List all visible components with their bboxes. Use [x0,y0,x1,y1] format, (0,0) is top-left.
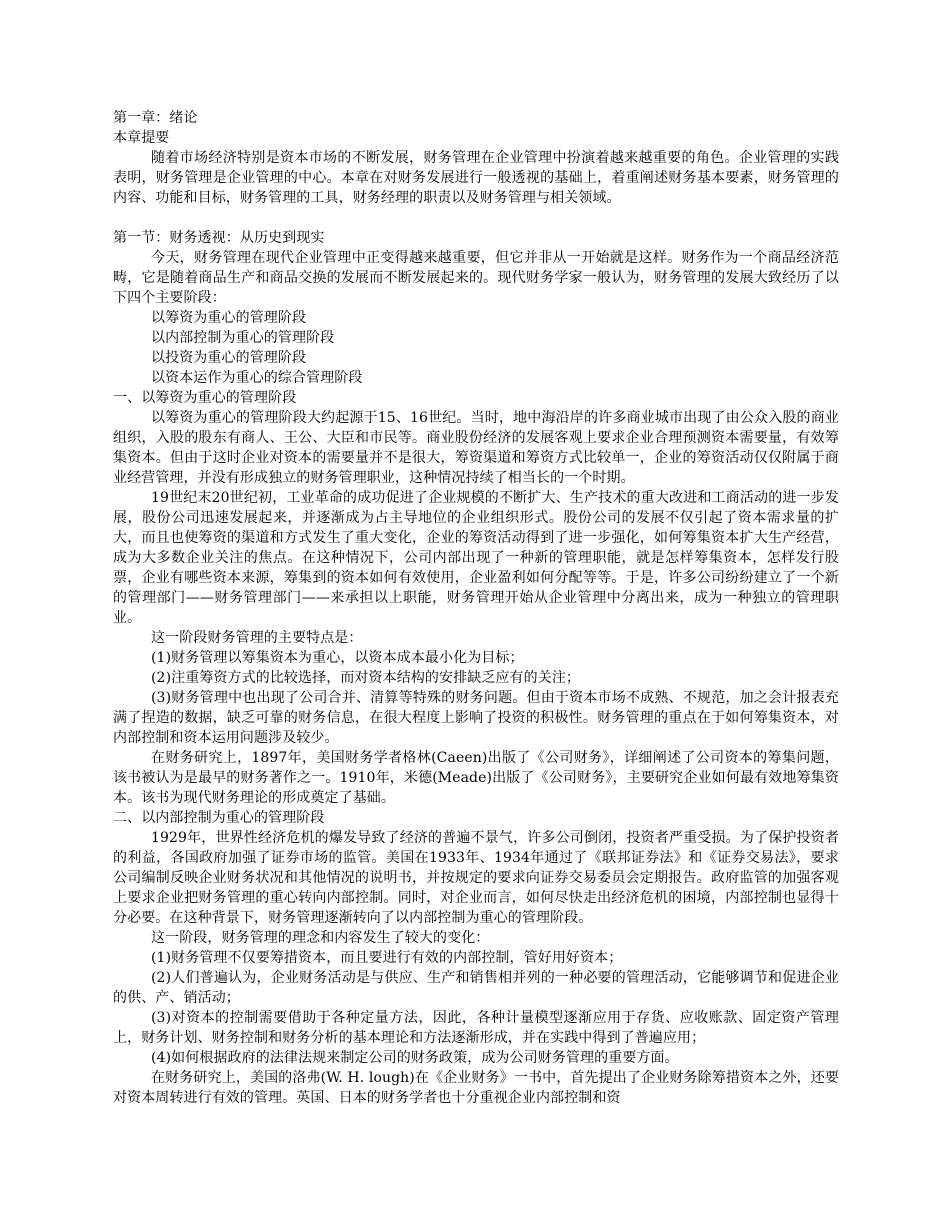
chapter-title: 第一章：绪论 [113,110,198,126]
summary-paragraph: 随着市场经济特别是资本市场的不断发展，财务管理在企业管理中扮演着越来越重要的角色。企业管理的实践表明，财务管理是企业管理的中心。本章在对财务发展进行一般透视的基础上，着重阐述财务基本要素，财务管理的内容、功能和目标，财务管理的工具，财务经理的职责以及财务管理与相关领域。 [113,150,839,206]
section-title: 第一节：财务透视：从历史到现实 [113,230,325,246]
document-page [113,108,839,1108]
body-paragraph: 1929年，世界性经济危机的爆发导致了经济的普遍不景气，许多公司倒闭，投资者严重受损。为了保护投资者的利益，各国政府加强了证券市场的监管。美国在1933年、1934年通过了《联邦证券法》和《证券交易法》，要求公司编制反映企业财务状况和其他情况的说明书，并按规定的要求向证券交易委员会定期报告。政府监管的加强客观上要求企业把财务管理的重心转向内部控制。同时，对企业而言，如何尽快走出经济危机的困境，内部控制也显得十分必要。在这种背景下，财务管理逐渐转向了以内部控制为重心的管理阶段。 [113,830,839,926]
subsection-title: 一、以筹资为重心的管理阶段 [113,390,297,406]
research-paragraph: 在财务研究上，1897年，美国财务学者格林(Caeen)出版了《公司财务》，详细阐述了公司资本的筹集问题，该书被认为是最早的财务著作之一。1910年，米德(Meade)出版了《公司财务》，主要研究企业如何最有效地筹集资本。该书为现代财务理论的形成奠定了基础。 [113,750,839,806]
summary-heading: 本章提要 [113,130,170,146]
change-item: (1)财务管理不仅要筹措资本，而且要进行有效的内部控制，管好用好资本； [151,950,623,966]
stage-item: 以筹资为重心的管理阶段 [151,310,307,326]
subsection-title: 二、以内部控制为重心的管理阶段 [113,810,325,826]
research-paragraph: 在财务研究上，美国的洛弗(W. H. lough)在《企业财务》一书中，首先提出了企业财务除筹措资本之外，还要对资本周转进行有效的管理。英国、日本的财务学者也十分重视企业内部控制和资 [113,1070,839,1106]
stage-item: 以资本运作为重心的综合管理阶段 [151,370,363,386]
feature-item: (1)财务管理以筹集资本为重心，以资本成本最小化为目标； [151,650,524,666]
body-paragraph: 以筹资为重心的管理阶段大约起源于15、16世纪。当时，地中海沿岸的许多商业城市出现了由公众入股的商业组织，入股的股东有商人、王公、大臣和市民等。商业股份经济的发展客观上要求企业合理预测资本需要量，有效筹集资本。但由于这时企业对资本的需要量并不是很大，筹资渠道和筹资方式比较单一，企业的筹资活动仅仅附属于商业经营管理，并没有形成独立的财务管理职业，这种情况持续了相当长的一个时期。 [113,410,839,486]
changes-intro: 这一阶段，财务管理的理念和内容发生了较大的变化： [151,930,490,946]
change-item: (3)对资本的控制需要借助于各种定量方法，因此，各种计量模型逐渐应用于存货、应收账款、固定资产管理上，财务计划、财务控制和财务分析的基本理论和方法逐渐形成，并在实践中得到了普遍应用； [113,1010,839,1046]
feature-item: (3)财务管理中也出现了公司合并、清算等特殊的财务问题。但由于资本市场不成熟、不规范，加之会计报表充满了捏造的数据，缺乏可靠的财务信息，在很大程度上影响了投资的积极性。财务管理的重点在于如何筹集资本，对内部控制和资本运用问题涉及较少。 [113,690,839,746]
stage-item: 以投资为重心的管理阶段 [151,350,307,366]
change-item: (4)如何根据政府的法律法规来制定公司的财务政策，成为公司财务管理的重要方面。 [151,1050,679,1066]
blank-line [113,208,839,228]
section-intro-paragraph: 今天，财务管理在现代企业管理中正变得越来越重要，但它并非从一开始就是这样。财务作为一个商品经济范畴，它是随着商品生产和商品交换的发展而不断发展起来的。现代财务学家一般认为，财务管理的发展大致经历了以下四个主要阶段： [113,250,839,306]
stage-item: 以内部控制为重心的管理阶段 [151,330,335,346]
change-item: (2)人们普遍认为，企业财务活动是与供应、生产和销售相并列的一种必要的管理活动，它能够调节和促进企业的供、产、销活动； [113,970,839,1006]
body-paragraph: 19世纪末20世纪初，工业革命的成功促进了企业规模的不断扩大、生产技术的重大改进和工商活动的进一步发展，股份公司迅速发展起来，并逐渐成为占主导地位的企业组织形式。股份公司的发展不仅引起了资本需求量的扩大，而且也使筹资的渠道和方式发生了重大变化，企业的筹资活动得到了进一步强化，如何筹集资本扩大生产经营，成为大多数企业关注的焦点。在这种情况下，公司内部出现了一种新的管理职能，就是怎样筹集资本，怎样发行股票，企业有哪些资本来源，筹集到的资本如何有效使用，企业盈利如何分配等等。于是，许多公司纷纷建立了一个新的管理部门——财务管理部门——来承担以上职能，财务管理开始从企业管理中分离出来，成为一种独立的管理职业。 [113,490,839,626]
feature-item: (2)注重筹资方式的比较选择，而对资本结构的安排缺乏应有的关注； [151,670,581,686]
features-intro: 这一阶段财务管理的主要特点是： [151,630,363,646]
